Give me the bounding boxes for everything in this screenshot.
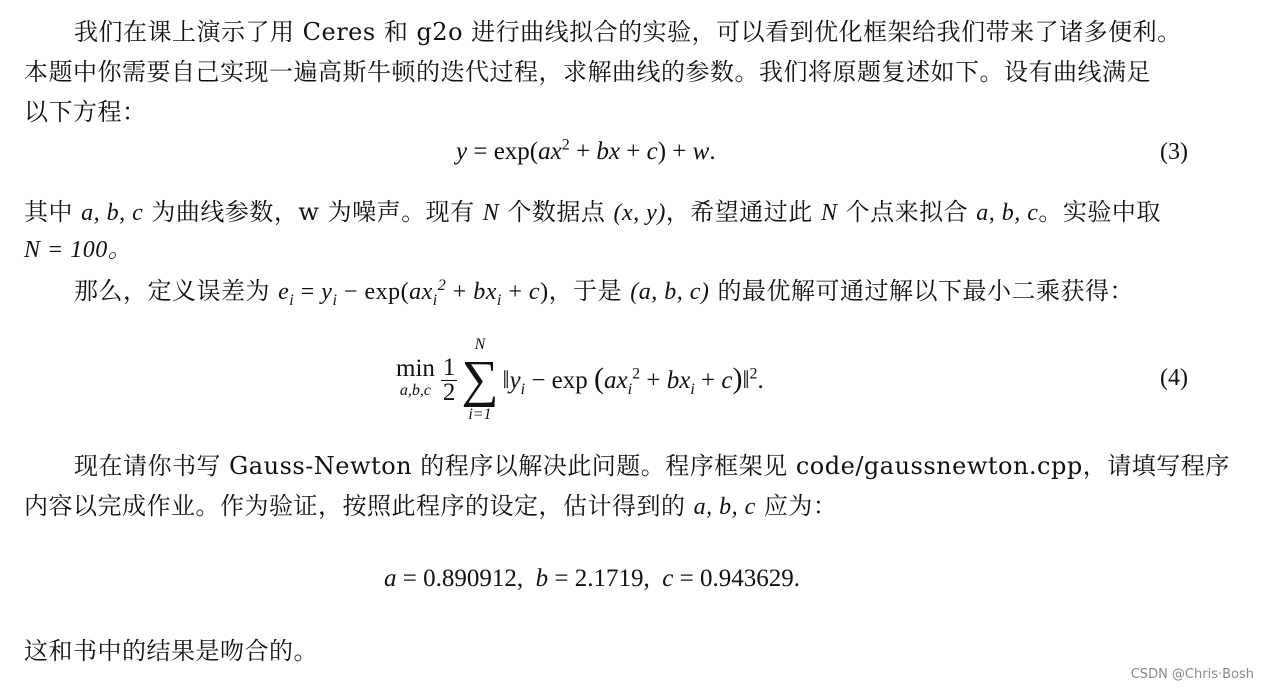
- result-b: 2.1719: [574, 565, 644, 592]
- fraction-numerator: 1: [442, 353, 456, 381]
- p4-params: a, b, c: [693, 494, 756, 520]
- p2-N1: N: [482, 200, 500, 226]
- paragraph-1-line-3: 以下方程：: [24, 98, 147, 126]
- min-operator: min a,b,c: [396, 358, 435, 402]
- paragraph-3: [74, 272, 1188, 311]
- p2-end: 。实验中取: [1038, 198, 1161, 226]
- p3-pre: 那么，定义误差为: [74, 277, 279, 305]
- error-definition: $e_i = y_i - \exp(ax_i^2 + bx_i + c)$: [278, 277, 549, 309]
- result-a: 0.890912: [423, 565, 517, 592]
- p2-mid1: 为曲线参数，w 为噪声。现有: [143, 198, 483, 226]
- p2-params2: a, b, c: [976, 200, 1039, 226]
- p2-params: a, b, c: [81, 200, 144, 226]
- equation-4-number: (4): [1160, 365, 1188, 391]
- paragraph-2-line-2: N = 100。: [24, 237, 133, 263]
- paragraph-1-line-2: 本题中你需要自己实现一遍高斯牛顿的迭代过程，求解曲线的参数。我们将原题复述如下。设有曲线满足: [24, 58, 1151, 86]
- p3-mid: ，于是: [548, 277, 631, 305]
- p2-N2: N: [820, 200, 838, 226]
- equation-4: [396, 338, 764, 422]
- paragraph-2-line-1: [24, 193, 1188, 232]
- p3-abc: (a, b, c): [630, 279, 710, 305]
- p2-mid2: 个数据点: [499, 198, 614, 226]
- paragraph-4-line-2: [24, 487, 1188, 526]
- paragraph-5: 这和书中的结果是吻合的。: [24, 637, 318, 665]
- sum-upper-limit: N: [474, 336, 486, 353]
- p3-end: 的最优解可通过解以下最小二乘获得：: [709, 277, 1134, 305]
- result-c: 0.943629: [699, 565, 794, 592]
- min-subscript: a,b,c: [399, 382, 431, 399]
- p2-xy: (x, y): [613, 200, 666, 226]
- p2-mid4: 个点来拟合: [837, 198, 977, 226]
- p4-line2-end: 应为：: [755, 492, 838, 520]
- one-half-fraction: [441, 353, 458, 406]
- equation-3-number: (3): [1160, 139, 1188, 165]
- paragraph-4-line-1: 现在请你书写 Gauss-Newton 的程序以解决此问题。程序框架见 code/gaussnewton.cpp，请填写程序: [74, 452, 1230, 480]
- p4-line2-pre: 内容以完成作业。作为验证，按照此程序的设定，估计得到的: [24, 492, 694, 520]
- results-equation: a = 0.890912, b = 2.1719, c = 0.943629.: [384, 565, 800, 592]
- equation-3: $y = \exp(ax^2$ + bx + c) + w.: [456, 136, 716, 165]
- paragraph-1-line-1: 我们在课上演示了用 Ceres 和 g2o 进行曲线拟合的实验，可以看到优化框架给我们带来了诸多便利。: [74, 18, 1182, 46]
- watermark: CSDN @Chris·Bosh: [1130, 667, 1254, 682]
- norm-expression: $‖y_i - \exp (ax_i^2 + bx_i$ + c)‖$^2$.: [502, 362, 764, 398]
- sum-operator: N ∑ i=1: [461, 336, 499, 423]
- p2-pre: 其中: [24, 198, 82, 226]
- sum-lower-limit: i=1: [468, 406, 492, 423]
- p2-mid3: ，希望通过此: [665, 198, 821, 226]
- fraction-denominator: 2: [442, 378, 456, 406]
